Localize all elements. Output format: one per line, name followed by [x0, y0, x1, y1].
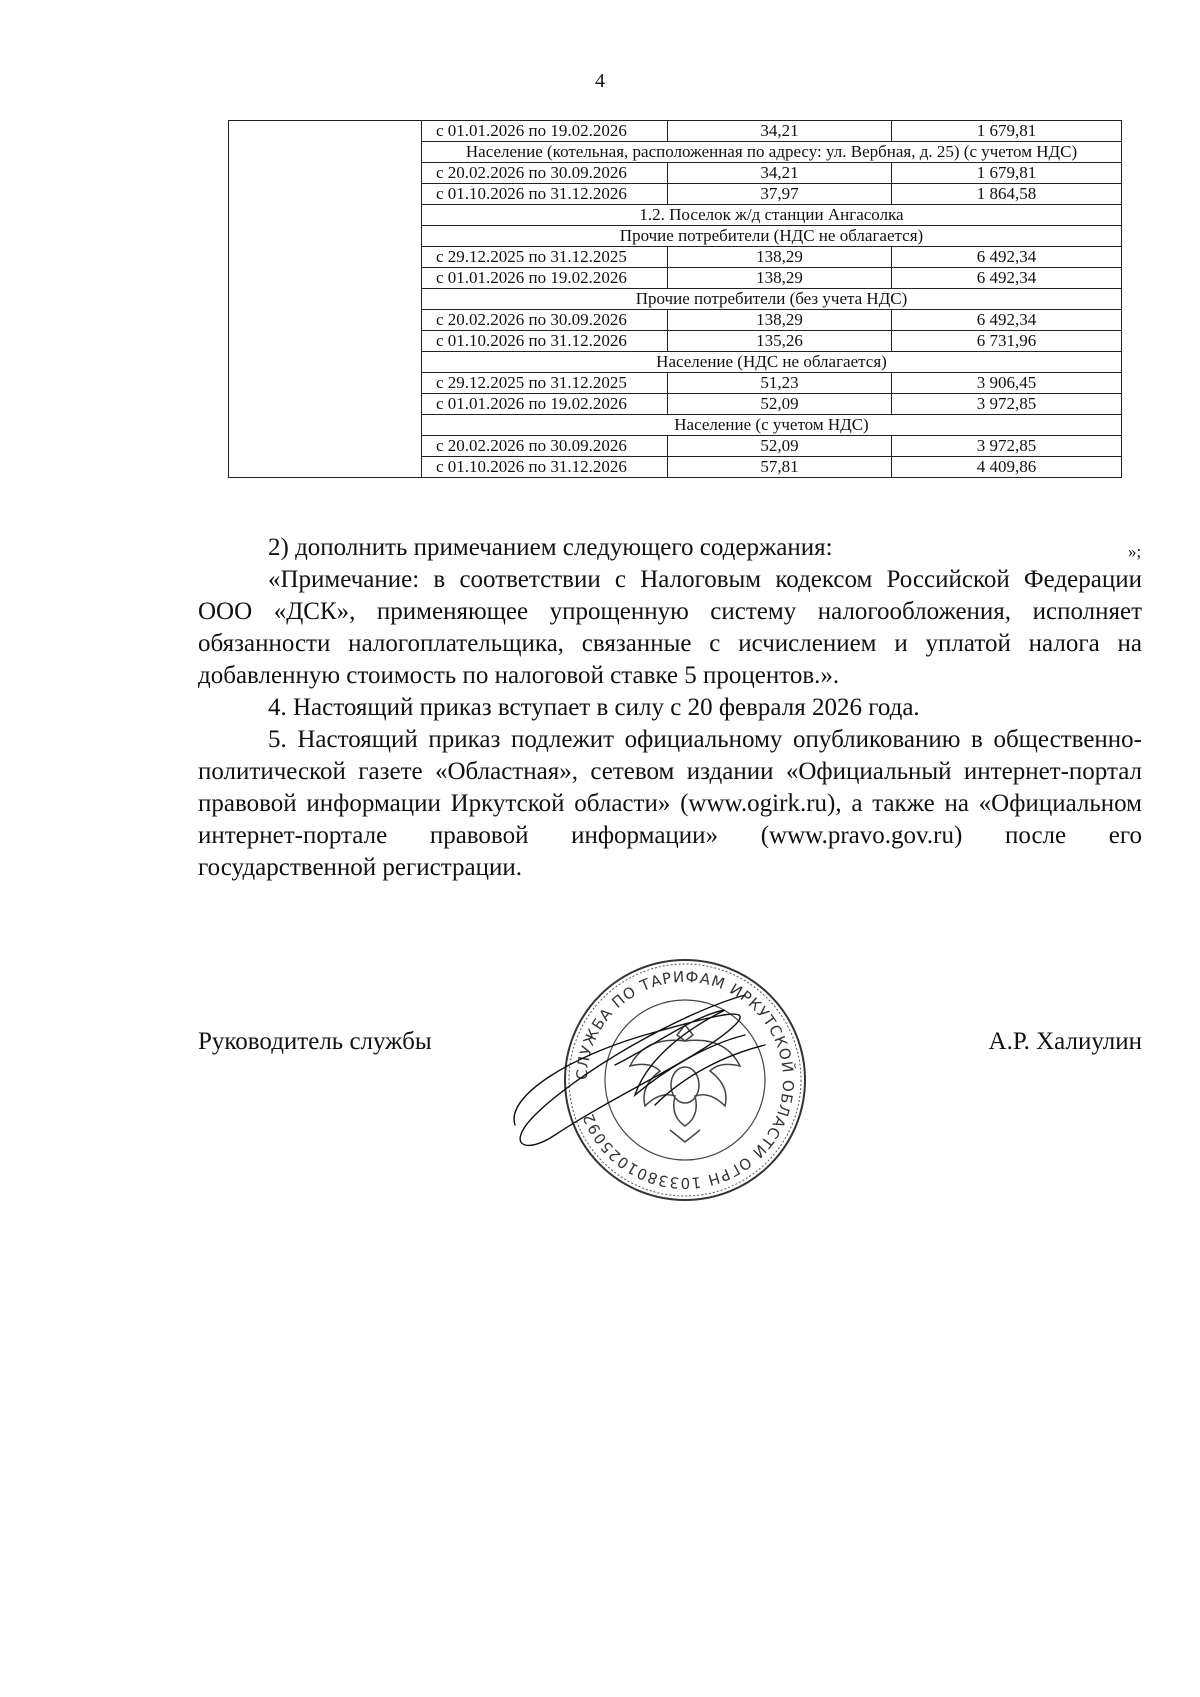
table-cell-period: с 29.12.2025 по 31.12.2025: [422, 373, 668, 394]
table-cell-period: с 20.02.2026 по 30.09.2026: [422, 163, 668, 184]
table-cell-value-2: 1 864,58: [892, 184, 1122, 205]
table-cell-value-1: 138,29: [668, 268, 892, 289]
table-section-header: Население (котельная, расположенная по адресу: ул. Вербная, д. 25) (с учетом НДС): [422, 142, 1122, 163]
table-section-header: Население (НДС не облагается): [422, 352, 1122, 373]
table-cell-period: с 01.01.2026 по 19.02.2026: [422, 121, 668, 142]
table-cell-value-2: 3 906,45: [892, 373, 1122, 394]
tariff-table-body: [229, 121, 1122, 478]
table-cell-value-2: 3 972,85: [892, 436, 1122, 457]
signer-title: Руководитель службы: [198, 1028, 432, 1055]
table-cell-value-2: 1 679,81: [892, 163, 1122, 184]
table-section-header: Прочие потребители (без учета НДС): [422, 289, 1122, 310]
paragraph-note: «Примечание: в соответствии с Налоговым кодексом Российской Федерации ООО «ДСК», применяющее упрощенную систему налогообложения, исполняет обязанности налогоплательщика, связанные с исчислением и уплатой налога на добавленную стоимость по налоговой ставке 5 процентов.».: [198, 566, 1142, 689]
table-cell-value-2: 6 492,34: [892, 268, 1122, 289]
svg-text:СЛУЖБА ПО ТАРИФАМ ИРКУТСКОЙ ОБ: СЛУЖБА ПО ТАРИФАМ ИРКУТСКОЙ ОБЛАСТИ ОГРН 1033801025092: [572, 967, 798, 1193]
table-cell-value-1: 138,29: [668, 247, 892, 268]
table-cell-value-2: 6 492,34: [892, 310, 1122, 331]
table-cell-value-1: 135,26: [668, 331, 892, 352]
paragraph-amendment: 2) дополнить примечанием следующего содержания:: [268, 534, 833, 561]
table-cell-value-2: 3 972,85: [892, 394, 1122, 415]
document-body: [198, 532, 1142, 884]
table-cell-period: с 01.01.2026 по 19.02.2026: [422, 394, 668, 415]
paragraph-effective-date: 4. Настоящий приказ вступает в силу с 20 февраля 2026 года.: [268, 694, 920, 721]
signer-name: А.Р. Халиулин: [988, 1028, 1142, 1055]
tariff-table: [228, 120, 1122, 478]
table-row: [229, 121, 1122, 142]
table-left-blank-cell: [229, 121, 422, 478]
table-cell-period: с 01.10.2026 по 31.12.2026: [422, 184, 668, 205]
table-cell-value-1: 34,21: [668, 163, 892, 184]
table-cell-value-2: 6 492,34: [892, 247, 1122, 268]
table-cell-value-1: 138,29: [668, 310, 892, 331]
table-cell-value-1: 52,09: [668, 436, 892, 457]
paragraph-publication: 5. Настоящий приказ подлежит официальному опубликованию в общественно-политической газете «Областная», сетевом издании «Официальный интернет-портал правовой информации Иркутской области» (www.ogirk.ru), а также на «Официальном интернет-портале правовой информации» (www.pravo.gov.ru) после его государственной регистрации.: [198, 726, 1142, 881]
table-cell-period: с 29.12.2025 по 31.12.2025: [422, 247, 668, 268]
table-closing-mark: »;: [1128, 542, 1142, 561]
table-cell-period: с 20.02.2026 по 30.09.2026: [422, 310, 668, 331]
table-cell-value-2: 6 731,96: [892, 331, 1122, 352]
table-cell-value-2: 1 679,81: [892, 121, 1122, 142]
table-cell-value-1: 37,97: [668, 184, 892, 205]
page-number: 4: [595, 70, 605, 92]
table-cell-period: с 01.01.2026 по 19.02.2026: [422, 268, 668, 289]
table-cell-value-1: 57,81: [668, 457, 892, 478]
table-cell-value-1: 34,21: [668, 121, 892, 142]
handwritten-signature: [495, 975, 795, 1155]
table-cell-period: с 20.02.2026 по 30.09.2026: [422, 436, 668, 457]
table-section-header: Прочие потребители (НДС не облагается): [422, 226, 1122, 247]
table-cell-value-1: 51,23: [668, 373, 892, 394]
table-cell-value-2: 4 409,86: [892, 457, 1122, 478]
table-cell-value-1: 52,09: [668, 394, 892, 415]
table-cell-period: с 01.10.2026 по 31.12.2026: [422, 457, 668, 478]
table-section-header: Население (с учетом НДС): [422, 415, 1122, 436]
table-section-header: 1.2. Поселок ж/д станции Ангасолка: [422, 205, 1122, 226]
table-cell-period: с 01.10.2026 по 31.12.2026: [422, 331, 668, 352]
